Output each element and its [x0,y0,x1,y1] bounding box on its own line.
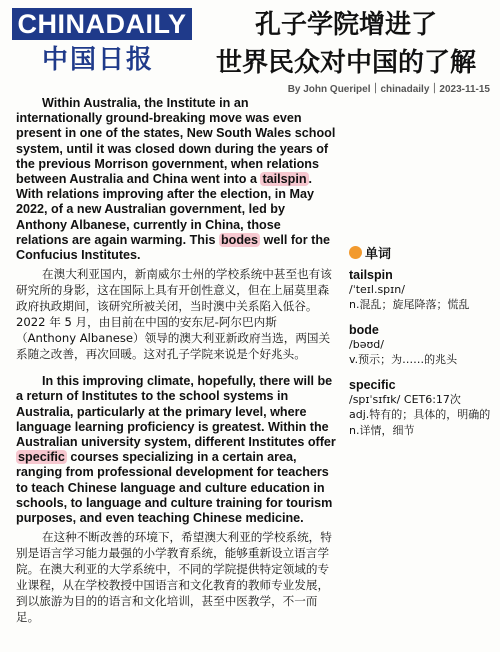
vocab-word: tailspin [349,268,393,282]
paragraph-1-english [16,96,336,263]
byline: By John Queripel｜chinadaily｜2023-11-15 [287,84,490,95]
highlight-specific: specific [18,450,65,465]
orange-dot-icon [349,246,362,259]
text-run: well for the Confucius Institutes. [16,232,331,263]
vocab-word: bode [349,323,379,337]
vocab-phonetic: /bəʊd/ [349,338,384,351]
highlight-bodes: bodes [220,232,259,247]
vocab-meaning: n.混乱；旋尾降落；慌乱 [349,298,470,311]
page-title [196,6,496,82]
paragraph-2-english [16,374,336,526]
paragraph-2-chinese [16,529,336,625]
vocab-meaning: v.预示；为……的兆头 [349,353,458,366]
vocab-word: specific [349,378,396,392]
title-line-2: 世界民众对中国的了解 [215,48,476,78]
text-run: 在这种不断改善的环境下，希望澳大利亚的学校系统，特别是语言学习能力最强的小学教育系统，能够重新设立语言学院。在澳大利亚的大学系统中，不同的学院提供特定领域的专业课程，从在学校教授中国语言和文化教育的教师专业发展，到以旅游为目的的语言和文化培训，甚至中医教学，不一而足。 [16,530,332,625]
paragraph-1-chinese [16,266,336,362]
text-run: courses specializing in a certain area, ranging from professional development for teachers to teach Chinese language and culture education in schools, to language and culture training for tourism purposes, and even teaching Chinese medicine. [16,450,333,526]
vocab-phonetic: /spɪˈsɪfɪk/ CET6:17次 [349,393,461,406]
vocabulary-title [349,243,491,262]
text-run: Within Australia, the Institute in an internationally ground-breaking move was even present in one of the states, New South Wales school system, until it was closed down during the years of the previous Morrison government, when relations between Australia and China went into a [16,96,336,187]
chinadaily-chinese-logo: 中国日报 [42,45,155,75]
vocab-phonetic: /ˈteɪl.spɪn/ [349,283,405,296]
vocab-item [349,268,491,313]
vocab-meaning-2: n.详情，细节 [349,424,415,437]
article-body [16,96,336,637]
vocab-item [349,323,491,368]
vocabulary-title-text: 单词 [365,247,392,262]
title-line-1: 孔子学院增进了 [254,10,437,40]
text-run: 在澳大利亚国内，新南威尔士州的学校系统中甚至也有该研究所的身影，这在国际上具有开创性意义，但在上届莫里森政府执政期间，该研究所被关闭，当时澳中关系陷入低谷。2022 年 5 月，由目前在中国的安东尼-阿尔巴内斯（Anthony Albanese）领导的澳大利亚新政府当选，两国关系随之改善，再次回暖。这对孔子学院来说是个好兆头。 [16,267,332,362]
vocab-item [349,378,491,439]
vocab-meaning: adj.特有的；具体的，明确的 [349,408,491,421]
text-run: In this improving climate, hopefully, there will be a return of Institutes to the school systems in Australia, particularly at the primary level, where language learning proficiency is greatest. Within the Australian university system, different Institutes offer [16,374,336,450]
text-run: . With relations improving after the election, in May 2022, of a new Australian government, led by Anthony Albanese, currently in China, those relations are again warming. This [16,172,314,247]
highlight-tailspin: tailspin [262,172,307,187]
chinadaily-logo: CHINADAILY [12,8,192,40]
header [0,0,500,95]
vocabulary-sidebar [349,243,491,449]
